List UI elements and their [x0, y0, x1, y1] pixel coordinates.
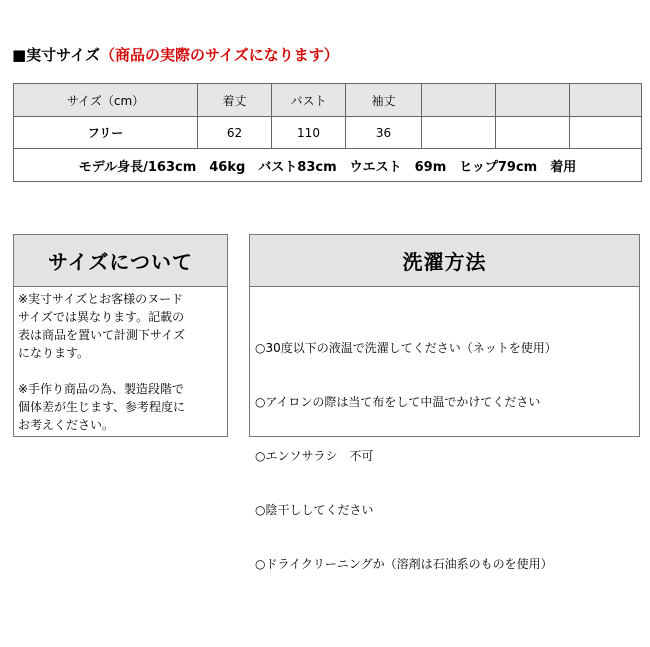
size-info-paragraph: ※手作り商品の為、製造段階で 個体差が生じます、参考程度に お考えください。	[18, 382, 186, 432]
header-bust: バスト	[272, 84, 346, 117]
header-empty-2	[496, 84, 570, 117]
list-item: ○エンソサラシ 不可	[255, 449, 374, 463]
size-info-paragraph: ※実寸サイズとお客様のヌード サイズでは異なります。記載の 表は商品を置いて計測下サイズ になります。	[18, 292, 186, 360]
size-info-box	[13, 234, 228, 437]
cell-length: 62	[198, 117, 272, 149]
size-table-header-row	[14, 84, 642, 117]
washing-list	[250, 287, 639, 609]
cell-sleeve: 36	[346, 117, 422, 149]
header-empty-1	[422, 84, 496, 117]
size-title-note: （商品の実際のサイズになります）	[99, 46, 339, 64]
size-info-heading: サイズについて	[14, 235, 227, 287]
list-item: ○陰干ししてください	[255, 503, 374, 517]
washing-heading: 洗濯方法	[250, 235, 639, 287]
size-info-body	[14, 287, 227, 437]
size-section-title	[12, 44, 339, 65]
header-length: 着丈	[198, 84, 272, 117]
cell-size-name: フリー	[14, 117, 198, 149]
header-sleeve: 袖丈	[346, 84, 422, 117]
list-item: ○30度以下の液温で洗濯してください（ネットを使用）	[255, 341, 557, 355]
list-item: ○アイロンの際は当て布をして中温でかけてください	[255, 395, 541, 409]
model-info-row	[14, 149, 642, 182]
cell-empty-3	[570, 117, 642, 149]
size-table	[13, 83, 642, 182]
size-title-prefix: ■実寸サイズ	[12, 46, 100, 64]
table-row	[14, 117, 642, 149]
header-empty-3	[570, 84, 642, 117]
cell-bust: 110	[272, 117, 346, 149]
list-item: ○ドライクリーニングか（溶剤は石油系のものを使用）	[255, 557, 553, 571]
cell-empty-1	[422, 117, 496, 149]
cell-empty-2	[496, 117, 570, 149]
header-size: サイズ（cm）	[14, 84, 198, 117]
model-info: モデル身長/163cm 46kg バスト83cm ウエスト 69m ヒップ79cm 着用	[14, 149, 642, 182]
washing-box	[249, 234, 640, 571]
